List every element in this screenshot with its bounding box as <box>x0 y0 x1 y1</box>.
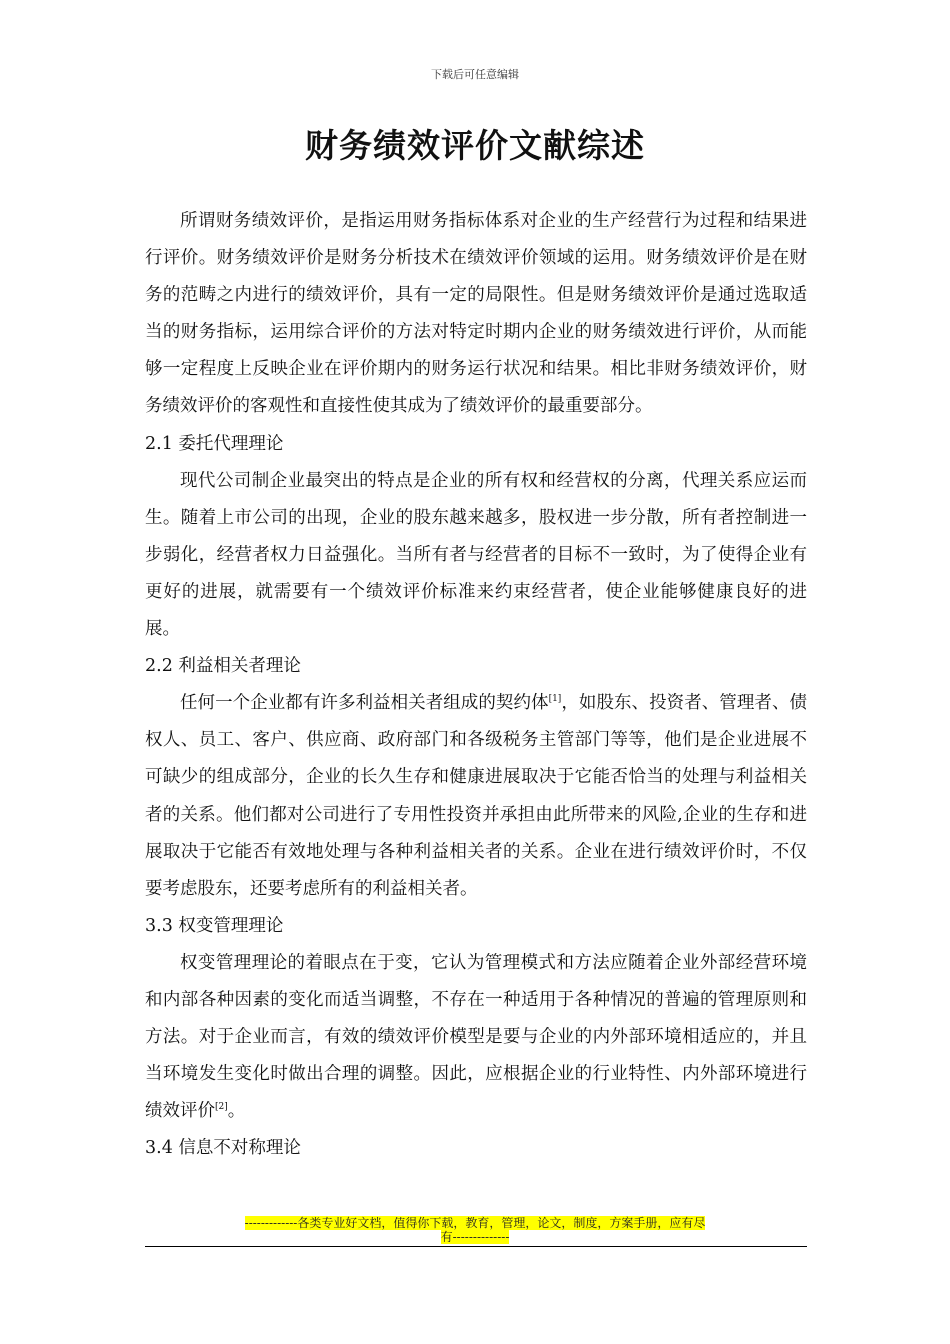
section-heading-2-2: 2.2 利益相关者理论 <box>145 656 301 677</box>
footer-line-1: -------------各类专业好文档，值得你下载，教育，管理，论文，制度，方案手册，应有尽 <box>244 1216 706 1230</box>
section-paragraph-2-2 <box>145 685 807 908</box>
document-title: 财务绩效评价文献综述 <box>305 126 645 165</box>
paragraph-text: ，如股东、投资者、管理者、债权人、员工、客户、供应商、政府部门和各级税务主管部门等等，他们是企业进展不可缺少的组成部分，企业的长久生存和健康进展取决于它能否恰当的处理与利益相关者的关系。他们都对公司进行了专用性投资并承担由此所带来的风险,企业的生存和进展取决于它能否有效地处理与各种利益相关者的关系。企业在进行绩效评价时，不仅要考虑股东，还要考虑所有的利益相关者。 <box>145 693 808 899</box>
page-header: 下载后可任意编辑 <box>431 68 519 81</box>
intro-paragraph: 所谓财务绩效评价，是指运用财务指标体系对企业的生产经营行为过程和结果进行评价。财务绩效评价是财务分析技术在绩效评价领域的运用。财务绩效评价是在财务的范畴之内进行的绩效评价，具有一定的局限性。但是财务绩效评价是通过选取适当的财务指标，运用综合评价的方法对特定时期内企业的财务绩效进行评价，从而能够一定程度上反映企业在评价期内的财务运行状况和结果。相比非财务绩效评价，财务绩效评价的客观性和直接性使其成为了绩效评价的最重要部分。 <box>145 211 807 417</box>
section-heading-3-4: 3.4 信息不对称理论 <box>145 1138 301 1159</box>
section-paragraph-2-1: 现代公司制企业最突出的特点是企业的所有权和经营权的分离，代理关系应运而生。随着上市公司的出现，企业的股东越来越多，股权进一步分散，所有者控制进一步弱化，经营者权力日益强化。当所有者与经营者的目标不一致时，为了使得企业有更好的进展，就需要有一个绩效评价标准来约束经营者，使企业能够健康良好的进展。 <box>145 470 807 640</box>
paragraph-text: 权变管理理论的着眼点在于变，它认为管理模式和方法应随着企业外部经营环境和内部各种因素的变化而适当调整，不存在一种适用于各种情况的普遍的管理原则和方法。对于企业而言，有效的绩效评价模型是要与企业的内外部环境相适应的，并且当环境发生变化时做出合理的调整。因此，应根据企业的行业特性、内外部环境进行绩效评价 <box>145 952 807 1122</box>
footer-line-2: 有-------------- <box>440 1230 510 1244</box>
paragraph-text: 任何一个企业都有许多利益相关者组成的契约体 <box>180 693 549 714</box>
paragraph-text: 。 <box>227 1101 246 1122</box>
section-heading-2-1: 2.1 委托代理理论 <box>145 433 284 454</box>
citation-ref-1: [1] <box>548 694 562 705</box>
footer-note <box>150 1216 800 1244</box>
footer-divider <box>145 1246 807 1247</box>
document-body <box>145 203 807 1167</box>
citation-ref-2: [2] <box>215 1102 228 1113</box>
section-heading-3-3: 3.3 权变管理理论 <box>145 915 284 936</box>
section-paragraph-3-3 <box>145 945 807 1130</box>
